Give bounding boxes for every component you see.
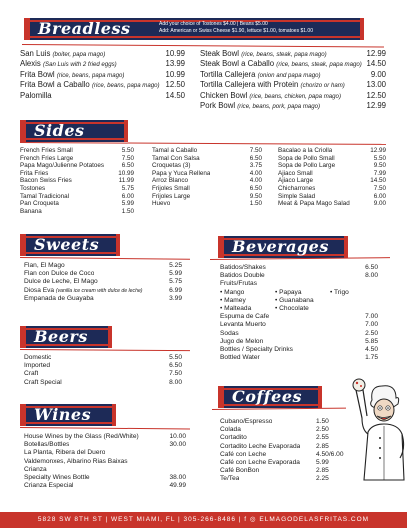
menu-item: Café con Leche Evaporada 5.99 — [220, 459, 329, 467]
fruit-option — [330, 297, 370, 305]
sweets-banner — [20, 234, 120, 256]
menu-item: French Fries Small 5.50 — [20, 147, 134, 154]
menu-item: La Planta, Ribera del Duero — [24, 449, 106, 457]
menu-item: Diosa Eva (vanilla ice cream with dulce de leche) 6.99 — [24, 286, 182, 294]
sides-banner — [20, 120, 128, 142]
menu-item: Empanada de Guayaba 3.99 — [24, 294, 182, 302]
menu-item: Pan Croqueta 5.99 — [20, 200, 134, 208]
footer-contact: 5828 SW 8TH ST | WEST MIAMI, FL | 305-266-8486 | f ◎ ELMAGODELASFRITAS.COM — [37, 516, 370, 523]
coffees-title: Coffees — [232, 387, 303, 406]
menu-item: Chicharrones 7.50 — [278, 184, 386, 192]
menu-item: Café con Leche 4.50/6.00 — [220, 450, 344, 458]
menu-item: Tortilla Callejera with Protein (chorizo or ham) 13.00 — [200, 80, 386, 90]
menu-item: Steak Bowl a Caballo (rice, beans, steak, papa mago) 14.50 — [200, 59, 386, 69]
beverages-title: Beverages — [232, 237, 329, 256]
menu-item: Te/Tea 2.25 — [220, 475, 329, 483]
menu-item: Frijoles Large 9.50 — [152, 192, 262, 200]
chef-illustration — [350, 368, 406, 486]
beers-list — [24, 354, 182, 387]
menu-item: Steak Bowl (rice, beans, steak, papa mago) 12.99 — [200, 49, 386, 58]
sides-list-2 — [152, 147, 262, 208]
menu-item: Specialty Wines Bottle 38.00 — [24, 474, 186, 482]
menu-item: Valdemonxes, Albarino Rias Baixas — [24, 457, 128, 465]
fruit-option: • Trigo — [330, 288, 349, 296]
menu-item: Chicken Bowl (rice, beans, chicken, papa mago) 12.50 — [200, 90, 386, 100]
beers-title: Beers — [34, 327, 88, 346]
menu-item: Huevo 1.50 — [152, 200, 262, 208]
menu-item: Frita Bowl a Caballo (rice, beans, papa mago) 12.50 — [20, 80, 185, 90]
menu-item: Crianza Especial 49.99 — [24, 482, 186, 490]
menu-item: Frita Fries 10.99 — [20, 169, 134, 177]
menu-item: Ajiaco Small 7.99 — [278, 169, 386, 177]
sides-rule — [20, 142, 386, 145]
sides-title: Sides — [34, 121, 85, 140]
breadless-rule — [22, 44, 384, 48]
menu-item: Colada 2.50 — [220, 426, 329, 434]
menu-item: Pork Bowl (rice, beans, pork, papa mago) 12.99 — [200, 101, 386, 111]
fruit-option: • Malteada — [220, 305, 252, 313]
coffees-list — [220, 418, 346, 484]
fruit-option: • Mango — [220, 288, 245, 296]
menu-item: Tortilla Callejera (onion and papa mago) 9.00 — [200, 69, 386, 79]
menu-item: Papa Mago/Julienne Potatoes 6.50 — [20, 162, 134, 170]
breadless-banner — [24, 18, 364, 40]
menu-item: Cubano/Espresso 1.50 — [220, 418, 329, 425]
wines-banner — [20, 404, 116, 426]
menu-item: Simple Salad 6.00 — [278, 192, 386, 200]
beverages-banner — [218, 236, 348, 258]
breadless-right-list — [200, 49, 386, 111]
menu-item: Dulce de Leche, El Mago 5.75 — [24, 278, 182, 286]
menu-item: Crianza — [24, 465, 47, 473]
menu-item: Café BonBon 2.85 — [220, 467, 329, 475]
fruits-grid — [220, 289, 378, 314]
menu-item: Espuma de Cafe 7.00 — [220, 313, 378, 321]
menu-item: Meat & Papa Mago Salad 9.00 — [278, 200, 386, 208]
sweets-title: Sweets — [34, 235, 100, 254]
menu-item: Tamal a Caballo 7.50 — [152, 147, 262, 154]
menu-item: Cortadito Leche Evaporada 2.85 — [220, 442, 329, 450]
menu-item: Arroz Blanco 4.00 — [152, 177, 262, 185]
breadless-note: Add your choice of Tostones $4.00 | Beans $5.00 Add: American or Swiss Cheese $1.90, lettuce $1.00, tomatoes $1.00 — [159, 21, 313, 34]
wines-title: Wines — [34, 405, 92, 424]
menu-item: Tamal Con Salsa 6.50 — [152, 154, 262, 162]
menu-item: Ajiaco Large 14.50 — [278, 177, 386, 185]
menu-item: Sopa de Pollo Large 9.50 — [278, 162, 386, 170]
menu-item: Tamal Tradicional 6.00 — [20, 192, 134, 200]
menu-item: Craft Special 8.00 — [24, 378, 182, 386]
sides-list-3 — [278, 147, 386, 208]
menu-item: Banana 1.50 — [20, 207, 134, 215]
menu-item: Imported 6.50 — [24, 362, 182, 370]
footer-bar — [0, 512, 407, 528]
menu-item: San Luis (boiter, papa mago) 10.99 — [20, 49, 185, 58]
menu-item: Palomilla 14.50 — [20, 90, 185, 100]
menu-item: Botellas/Bottles 30.00 — [24, 441, 186, 449]
menu-item: Papa y Yuca Rellena 4.00 — [152, 169, 262, 177]
menu-item: French Fries Large 7.50 — [20, 154, 134, 162]
menu-item: Tostones 5.75 — [20, 184, 134, 192]
beverages-list — [220, 264, 378, 362]
menu-item: Jugo de Melon 5.85 — [220, 337, 378, 345]
coffees-rule — [212, 408, 346, 410]
fruits-label: Fruits/Frutas — [220, 280, 258, 288]
beers-banner — [20, 326, 112, 348]
menu-item: Sopa de Pollo Small 5.50 — [278, 154, 386, 162]
beers-rule — [20, 349, 190, 351]
menu-item: Flan con Dulce de Coco 5.99 — [24, 270, 182, 278]
fruit-option: • Papaya — [275, 288, 302, 296]
menu-item: Bacon Swiss Fries 11.99 — [20, 177, 134, 185]
menu-item: Bacalao a la Criolla 12.99 — [278, 147, 386, 154]
menu-item: Domestic 5.50 — [24, 354, 182, 361]
menu-item: Batidos Double 8.00 — [220, 272, 378, 280]
menu-item: Flan, El Mago 5.25 — [24, 262, 182, 269]
fruit-option — [330, 305, 370, 313]
fruit-option: • Chocolate — [275, 305, 309, 313]
breadless-left-list — [20, 49, 185, 101]
menu-item: Craft 7.50 — [24, 370, 182, 378]
menu-item: Bottles / Specialty Drinks 4.50 — [220, 346, 378, 354]
fruit-option: • Guanabana — [275, 296, 314, 304]
menu-item: Alexis (San Luis with 2 fried eggs) 13.99 — [20, 59, 185, 69]
menu-item: Levanta Muerto 7.00 — [220, 321, 378, 329]
sweets-list — [24, 262, 182, 303]
breadless-title: Breadless — [38, 19, 131, 38]
menu-item: Batidos/Shakes 6.50 — [220, 264, 378, 271]
wines-list — [24, 433, 186, 490]
menu-item: House Wines by the Glass (Red/White) 10.00 — [24, 433, 186, 440]
menu-item: Bottled Water 1.75 — [220, 354, 378, 362]
coffees-banner — [218, 386, 322, 408]
menu-item: Cortadito 2.55 — [220, 434, 329, 442]
menu-item: Frijoles Small 6.50 — [152, 184, 262, 192]
wines-rule — [20, 427, 190, 429]
sides-list-1 — [20, 147, 134, 215]
menu-item: Sodas 2.50 — [220, 329, 378, 337]
fruit-option: • Mamey — [220, 296, 246, 304]
sweets-rule — [20, 257, 190, 260]
menu-item: Frita Bowl (rice, beans, papa mago) 10.99 — [20, 69, 185, 79]
menu-item: Croquetas (3) 3.75 — [152, 162, 262, 170]
